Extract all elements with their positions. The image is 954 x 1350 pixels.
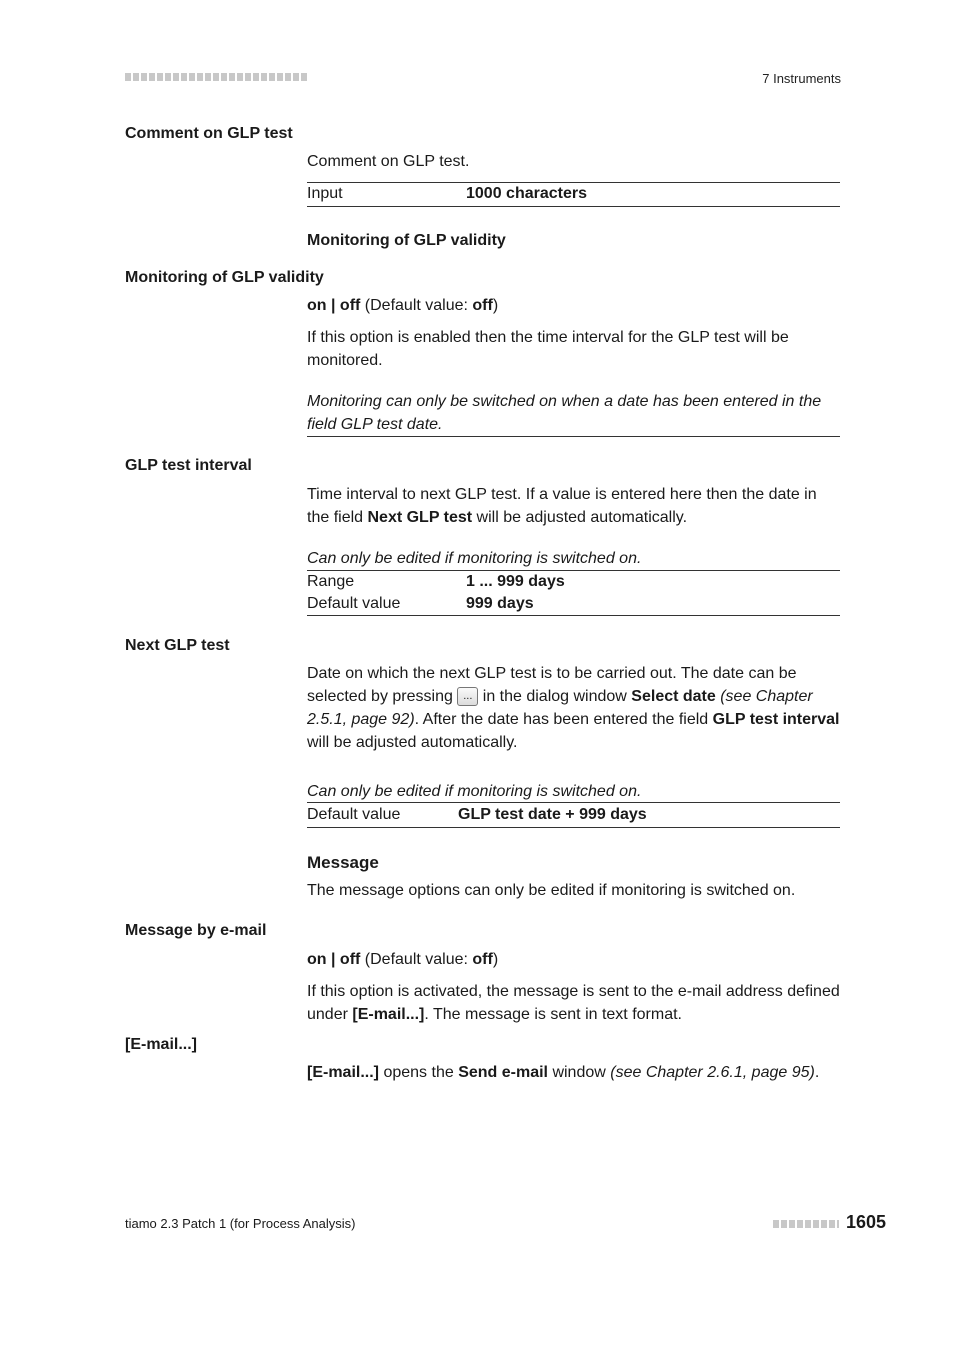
footer-product: tiamo 2.3 Patch 1 (for Process Analysis) (125, 1216, 356, 1231)
param-label-interval: GLP test interval (125, 457, 252, 474)
table-row (307, 183, 840, 205)
text-run: If this option is activated, the message is sent to the e-mail address defined under (307, 983, 840, 1023)
param-desc-email (307, 980, 840, 1026)
param-note-interval: Can only be edited if monitoring is switched on. (307, 550, 642, 567)
button-ref: [E-mail...] (307, 1064, 380, 1081)
param-desc-monitoring: If this option is enabled then the time interval for the GLP test will be monitored. (307, 329, 789, 369)
default-value: off (472, 951, 493, 968)
text-run: opens the (379, 1064, 459, 1081)
table-row (307, 804, 840, 826)
param-label-monitoring: Monitoring of GLP validity (125, 269, 324, 286)
spec-table-interval (307, 571, 840, 615)
param-note-next: Can only be edited if monitoring is switched on. (307, 783, 642, 800)
button-ref: [E-mail...] (352, 1006, 425, 1023)
spec-value: 999 days (466, 595, 534, 612)
param-label-email: Message by e-mail (125, 922, 267, 939)
header-decoration (125, 73, 307, 81)
default-prefix: (Default value: (360, 297, 473, 314)
dialog-ref: Select date (631, 688, 716, 705)
subheading-monitoring: Monitoring of GLP validity (307, 232, 506, 249)
spec-table-comment (307, 183, 840, 205)
text-run: . (814, 1064, 820, 1081)
section-rule (307, 436, 840, 437)
param-options-monitoring (307, 294, 840, 317)
chapter-title: 7 Instruments (762, 71, 841, 86)
text-run: window (548, 1064, 611, 1081)
spec-value: GLP test date + 999 days (458, 806, 647, 823)
spec-key: Range (307, 573, 355, 590)
param-label-email-button: [E-mail...] (125, 1036, 198, 1053)
text-run: Date on which the next GLP test is to be carried out. The date can be selected by pressing (307, 665, 797, 705)
spec-key: Default value (307, 595, 401, 612)
text-run: . After the date has been entered the field (414, 711, 713, 728)
chapter-ref: (see Chapter 2.5.1, page 92) (307, 688, 813, 728)
default-suffix: ) (492, 297, 499, 314)
spec-table-next (307, 804, 840, 826)
table-rule (307, 802, 840, 803)
field-ref: GLP test interval (712, 711, 840, 728)
spec-key: Input (307, 185, 343, 202)
option-values: on | off (307, 297, 361, 314)
param-desc-next (307, 662, 840, 754)
option-values: on | off (307, 951, 361, 968)
default-suffix: ) (492, 951, 499, 968)
table-row (307, 571, 840, 593)
field-ref: Next GLP test (367, 509, 473, 526)
param-desc-email-button (307, 1061, 840, 1084)
table-row (307, 593, 840, 615)
table-rule (307, 615, 840, 616)
ellipsis-button-icon: ... (457, 687, 478, 706)
text-run: will be adjusted automatically. (307, 734, 518, 751)
spec-value: 1 ... 999 days (466, 573, 565, 590)
spec-key: Default value (307, 806, 401, 823)
text-run: in the dialog window (478, 688, 632, 705)
text-run: will be adjusted automatically. (472, 509, 688, 526)
table-rule (307, 827, 840, 828)
text-run: . The message is sent in text format. (424, 1006, 682, 1023)
table-rule (307, 206, 840, 207)
param-label-next: Next GLP test (125, 637, 230, 654)
text-run: Time interval to next GLP test. If a value is entered here then the date in the field (307, 486, 817, 526)
page-number: 1605 (846, 1212, 887, 1232)
param-note-monitoring: Monitoring can only be switched on when a date has been entered in the field GLP test date. (307, 393, 822, 433)
window-ref: Send e-mail (458, 1064, 548, 1081)
param-options-email (307, 948, 840, 971)
spec-value: 1000 characters (466, 185, 587, 202)
message-desc: The message options can only be edited if monitoring is switched on. (307, 882, 796, 899)
param-desc-interval (307, 483, 840, 529)
default-prefix: (Default value: (360, 951, 473, 968)
chapter-ref: (see Chapter 2.6.1, page 95) (610, 1064, 815, 1081)
param-label-comment: Comment on GLP test (125, 125, 293, 142)
default-value: off (472, 297, 493, 314)
param-desc-comment: Comment on GLP test. (307, 153, 470, 170)
footer-decoration (773, 1220, 839, 1228)
subheading-message: Message (307, 853, 379, 872)
